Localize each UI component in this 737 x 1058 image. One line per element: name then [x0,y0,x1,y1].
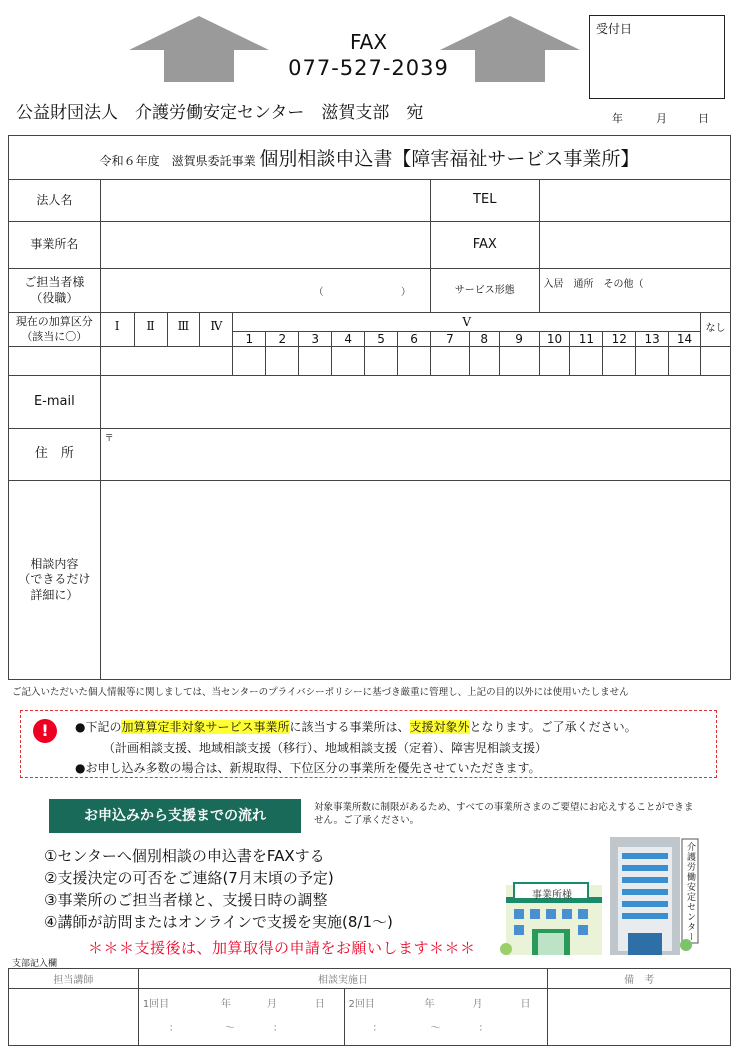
destination: 公益財団法人 介護労働安定センター 滋賀支部 宛 [16,103,424,123]
notice-line3: ●お申し込み多数の場合は、新規取得、下位区分の事業所を優先させていただきます。 [75,761,541,775]
flow-step-3: ③事業所のご担当者様と、支援日時の調整 [44,891,328,909]
kasan-label [9,313,101,347]
kasan-check-8[interactable] [469,347,499,376]
contact-field[interactable] [100,269,430,313]
notice-line1 [75,718,637,735]
flow-steps [44,845,393,933]
kasan-check-11[interactable] [570,347,603,376]
flow-step-4: ④講師が訪問またはオンラインで支援を実施(8/1～) [44,913,393,931]
kasan-check-14[interactable] [669,347,701,376]
tel-field[interactable] [539,180,731,222]
fax-field[interactable] [539,222,731,269]
day-label: 日 [698,112,709,125]
kasan-roman-1[interactable]: Ⅰ [100,313,134,347]
kasan-check-10[interactable] [539,347,570,376]
month-label: 月 [656,112,667,125]
kasan-check-9[interactable] [499,347,539,376]
kasan-num-13: 13 [636,332,669,347]
kasan-check-1[interactable] [233,347,266,376]
kasan-check-none[interactable] [700,347,730,376]
kasan-num-10: 10 [539,332,570,347]
notice-line1-b: に該当する事業所は、 [289,720,410,734]
address-label: 住 所 [9,429,101,481]
kasan-roman-5: Ⅴ [233,313,701,332]
kasan-num-4: 4 [332,332,365,347]
kasan-label-line2: （該当に〇） [21,329,88,343]
kasan-check-3[interactable] [299,347,332,376]
year-label: 年 [612,112,623,125]
notice-highlight-1: 加算算定非対象サービス事業所 [121,720,290,734]
kasan-none[interactable]: なし [700,313,730,347]
remarks-header: 備 考 [548,969,731,989]
fax-label: FAX [349,30,388,54]
contact-paren-open: （ [313,287,324,298]
kasan-num-3: 3 [299,332,332,347]
corp-name-label: 法人名 [9,180,101,222]
contact-label-line1: ご担当者様 [24,274,85,289]
center-sign: 介護労働安定センター [685,842,695,942]
branch-table [8,968,731,1046]
consult-label-line2: （できるだけ [18,572,91,587]
kasan-check-7[interactable] [431,347,470,376]
service-options[interactable]: 入居 通所 その他（ [539,269,731,313]
remarks-field[interactable] [548,989,731,1046]
contact-label-line2: （役職） [30,290,79,305]
kasan-num-9: 9 [499,332,539,347]
notice-box [20,710,717,778]
application-form [8,135,731,680]
address-field[interactable] [100,429,730,481]
flow-note: 対象事業所数に制限があるため、すべての事業所さまのご要望にお応えすることができません。ご了承ください。 [314,802,694,826]
kasan-label-continued [9,347,101,376]
kasan-roman-2[interactable]: Ⅱ [134,313,167,347]
kasan-num-8: 8 [469,332,499,347]
instructor-header: 担当講師 [9,969,139,989]
kasan-num-5: 5 [365,332,398,347]
date-header: 相談実施日 [138,969,547,989]
kasan-num-7: 7 [431,332,470,347]
notice-line2: （計画相談支援、地域相談支援（移行）、地域相談支援（定着）、障害児相談支援） [103,741,548,755]
received-date-box[interactable] [589,15,725,99]
kasan-check-4[interactable] [332,347,365,376]
kasan-num-12: 12 [603,332,636,347]
contact-paren-close: ） [400,287,411,298]
consult-label [9,481,101,680]
after-support-message: ＊＊＊支援後は、加算取得の申請をお願いします＊＊＊ [88,939,476,957]
kasan-roman-3[interactable]: Ⅲ [167,313,200,347]
kasan-check-12[interactable] [603,347,636,376]
flow-heading: お申込みから支援までの流れ [49,799,301,833]
kasan-check-roman[interactable] [100,347,233,376]
notice-line1-c: となります。ご了承ください。 [469,720,637,734]
received-label: 受付日 [596,22,633,36]
kasan-num-6: 6 [398,332,431,347]
fax-number: 077-527-2039 [288,56,449,80]
contact-label [9,269,101,313]
office-sign: 事業所様 [532,890,572,901]
kasan-num-1: 1 [233,332,266,347]
corp-name-field[interactable] [100,180,430,222]
flow-step-2: ②支援決定の可否をご連絡(7月末頃の予定) [44,869,334,887]
branch-section-label: 支部記入欄 [12,959,58,969]
kasan-num-2: 2 [266,332,299,347]
kasan-check-2[interactable] [266,347,299,376]
consult-label-line1: 相談内容 [30,556,79,571]
kasan-label-line1: 現在の加算区分 [15,315,93,329]
kasan-check-6[interactable] [398,347,431,376]
consult-label-line3: 詳細に） [30,587,79,602]
flow-step-1: ①センターへ個別相談の申込書をFAXする [44,847,325,865]
privacy-statement: ご記入いただいた個人情報等に関しましては、当センターのプライバシーポリシーに基づき厳重に管理し、上記の目的以外には使用いたしません [12,687,629,698]
notice-line1-a: ●下記の [75,720,122,734]
kasan-check-13[interactable] [636,347,669,376]
kasan-roman-4[interactable]: Ⅳ [200,313,233,347]
form-title-prefix: 令和６年度 滋賀県委託事業 [99,154,256,168]
email-field[interactable] [100,376,730,429]
postal-mark: 〒 [104,434,114,444]
fax-field-label: FAX [431,222,540,269]
tel-label: TEL [431,180,540,222]
email-label: E-mail [9,376,101,429]
second-session-field[interactable]: 2回目 年 月 日 ： ～ ： [344,989,548,1046]
first-session-field[interactable]: 1回目 年 月 日 ： ～ ： [138,989,344,1046]
kasan-num-11: 11 [570,332,603,347]
warning-icon: ! [33,719,57,743]
service-type-label: サービス形態 [431,269,540,313]
kasan-check-5[interactable] [365,347,398,376]
notice-highlight-2: 支援対象外 [409,720,470,734]
form-title-main: 個別相談申込書【障害福祉サービス事業所】 [259,148,640,170]
kasan-num-14: 14 [669,332,701,347]
office-name-field[interactable] [100,222,430,269]
consult-field[interactable] [100,481,730,680]
office-name-label: 事業所名 [9,222,101,269]
form-title [9,136,731,180]
instructor-field[interactable] [9,989,139,1046]
